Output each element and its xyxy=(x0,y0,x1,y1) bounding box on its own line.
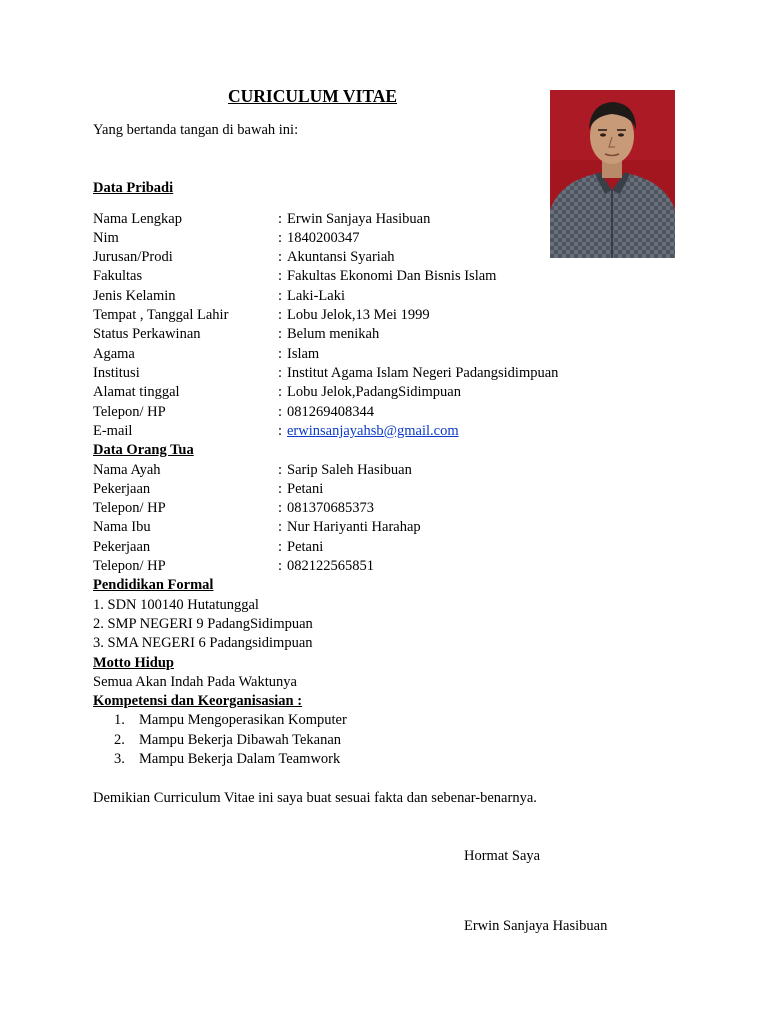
colon: : xyxy=(278,500,283,516)
personal-row xyxy=(93,345,653,364)
field-value: Lobu Jelok,13 Mei 1999 xyxy=(287,307,430,323)
colon: : xyxy=(278,519,283,535)
field-label: Nama Ayah xyxy=(93,462,161,478)
section-heading-competence: Kompetensi dan Keorganisasian : xyxy=(93,693,303,709)
colon: : xyxy=(278,230,283,246)
field-label: Nim xyxy=(93,230,119,246)
competence-item xyxy=(114,711,347,730)
personal-row xyxy=(93,364,653,383)
field-label: Telepon/ HP xyxy=(93,500,166,516)
section-heading-personal: Data Pribadi xyxy=(93,180,174,196)
list-number: 1. xyxy=(114,712,125,728)
competence-item xyxy=(114,750,340,769)
parents-row xyxy=(93,461,653,480)
colon: : xyxy=(278,462,283,478)
personal-row xyxy=(93,229,653,248)
colon: : xyxy=(278,423,283,439)
field-value: 082122565851 xyxy=(287,558,374,574)
field-label: Telepon/ HP xyxy=(93,558,166,574)
colon: : xyxy=(278,326,283,342)
section-heading-education: Pendidikan Formal xyxy=(93,577,214,593)
field-value: Fakultas Ekonomi Dan Bisnis Islam xyxy=(287,268,497,284)
education-item: 2. SMP NEGERI 9 PadangSidimpuan xyxy=(93,616,313,632)
competence-text: Mampu Mengoperasikan Komputer xyxy=(139,712,347,728)
field-label: Agama xyxy=(93,346,135,362)
field-label: Tempat , Tanggal Lahir xyxy=(93,307,229,323)
field-label: Status Perkawinan xyxy=(93,326,201,342)
colon: : xyxy=(278,365,283,381)
field-label: Institusi xyxy=(93,365,140,381)
field-label: Jenis Kelamin xyxy=(93,288,176,304)
parents-row xyxy=(93,518,653,537)
field-label: Jurusan/Prodi xyxy=(93,249,173,265)
colon: : xyxy=(278,249,283,265)
colon: : xyxy=(278,481,283,497)
personal-row xyxy=(93,210,653,229)
field-value: Petani xyxy=(287,539,324,555)
motto-text: Semua Akan Indah Pada Waktunya xyxy=(93,674,297,690)
email-link[interactable]: erwinsanjayahsb@gmail.com xyxy=(287,423,459,439)
colon: : xyxy=(278,539,283,555)
field-label: Pekerjaan xyxy=(93,539,151,555)
colon: : xyxy=(278,558,283,574)
section-heading-motto: Motto Hidup xyxy=(93,655,174,671)
colon: : xyxy=(278,346,283,362)
competence-text: Mampu Bekerja Dibawah Tekanan xyxy=(139,732,342,748)
field-value: Nur Hariyanti Harahap xyxy=(287,519,421,535)
parents-row xyxy=(93,499,653,518)
field-label: Pekerjaan xyxy=(93,481,151,497)
personal-row xyxy=(93,306,653,325)
field-label: Alamat tinggal xyxy=(93,384,180,400)
section-heading-parents: Data Orang Tua xyxy=(93,442,194,458)
field-value: Petani xyxy=(287,481,324,497)
field-value: 081370685373 xyxy=(287,500,374,516)
field-value: Erwin Sanjaya Hasibuan xyxy=(287,211,431,227)
personal-row xyxy=(93,325,653,344)
colon: : xyxy=(278,288,283,304)
field-label: Nama Lengkap xyxy=(93,211,182,227)
personal-row xyxy=(93,422,653,441)
parents-row xyxy=(93,538,653,557)
intro-text: Yang bertanda tangan di bawah ini: xyxy=(93,122,299,138)
field-value: Lobu Jelok,PadangSidimpuan xyxy=(287,384,461,400)
field-label: Nama Ibu xyxy=(93,519,151,535)
personal-row xyxy=(93,403,653,422)
field-value: Institut Agama Islam Negeri Padangsidimpuan xyxy=(287,365,559,381)
field-value: 1840200347 xyxy=(287,230,360,246)
personal-row xyxy=(93,287,653,306)
colon: : xyxy=(278,384,283,400)
personal-row xyxy=(93,248,653,267)
list-number: 2. xyxy=(114,732,125,748)
personal-row xyxy=(93,267,653,286)
signature-name: Erwin Sanjaya Hasibuan xyxy=(464,918,608,934)
colon: : xyxy=(278,211,283,227)
signature-greeting: Hormat Saya xyxy=(464,848,541,864)
field-label: E-mail xyxy=(93,423,133,439)
field-value: Sarip Saleh Hasibuan xyxy=(287,462,412,478)
colon: : xyxy=(278,268,283,284)
field-value: Laki-Laki xyxy=(287,288,345,304)
education-item: 3. SMA NEGERI 6 Padangsidimpuan xyxy=(93,635,313,651)
field-value: Akuntansi Syariah xyxy=(287,249,395,265)
competence-text: Mampu Bekerja Dalam Teamwork xyxy=(139,751,341,767)
list-number: 3. xyxy=(114,751,125,767)
field-value: Islam xyxy=(287,346,320,362)
competence-item xyxy=(114,731,341,750)
document-title: CURICULUM VITAE xyxy=(228,86,398,106)
field-label: Fakultas xyxy=(93,268,143,284)
field-label: Telepon/ HP xyxy=(93,404,166,420)
field-value: Belum menikah xyxy=(287,326,380,342)
closing-statement: Demikian Curriculum Vitae ini saya buat sesuai fakta dan sebenar-benarnya. xyxy=(93,790,537,806)
colon: : xyxy=(278,404,283,420)
field-value: 081269408344 xyxy=(287,404,374,420)
colon: : xyxy=(278,307,283,323)
personal-row xyxy=(93,383,653,402)
parents-row xyxy=(93,480,653,499)
education-item: 1. SDN 100140 Hutatunggal xyxy=(93,597,259,613)
parents-row xyxy=(93,557,653,576)
